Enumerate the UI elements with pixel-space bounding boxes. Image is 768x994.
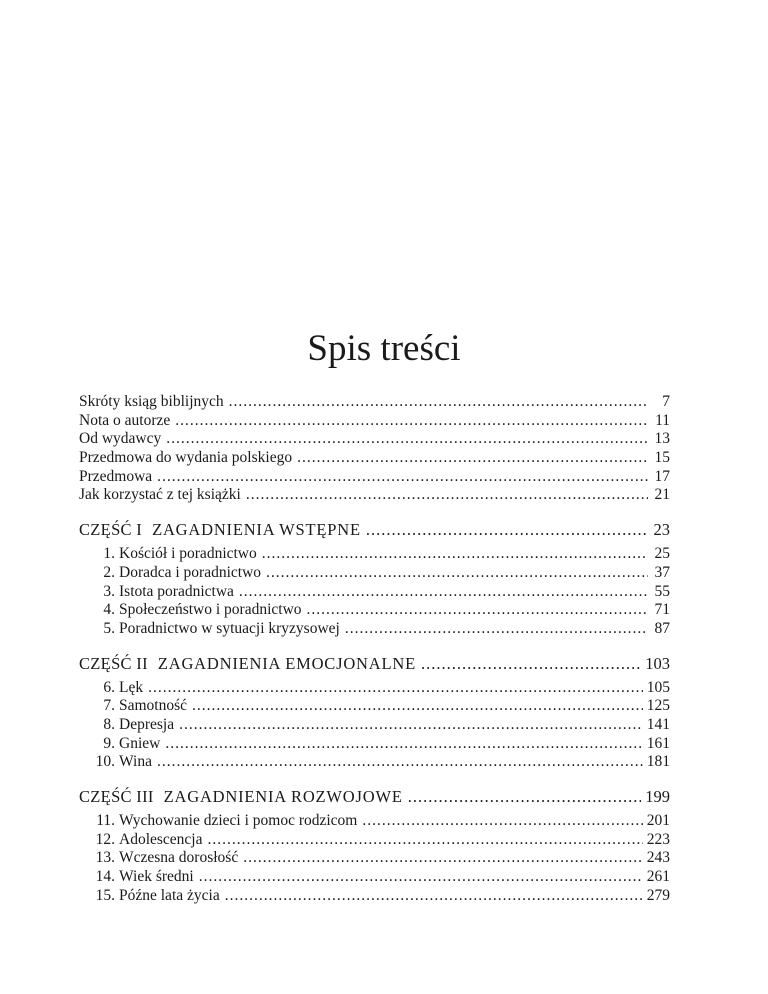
chapter-page: 201: [646, 812, 670, 829]
dot-leader: [229, 393, 648, 412]
chapter-entry[interactable]: [79, 753, 670, 772]
chapter-page: 141: [646, 715, 670, 733]
chapter-entry[interactable]: [79, 601, 670, 620]
part-heading[interactable]: [79, 654, 670, 674]
chapter-page: 243: [646, 849, 670, 867]
dot-leader: [239, 583, 648, 602]
dot-leader: [262, 545, 648, 564]
toc-entry[interactable]: [79, 430, 670, 449]
part-page: 199: [645, 787, 670, 806]
chapter-label: Wczesna dorosłość: [119, 849, 239, 867]
dot-leader: [421, 654, 641, 674]
dot-leader: [179, 716, 643, 735]
chapter-label: Doradca i poradnictwo: [119, 563, 262, 581]
chapter-label: Depresja: [119, 715, 175, 733]
chapter-entry[interactable]: [79, 716, 670, 735]
part-heading[interactable]: [79, 520, 670, 540]
dot-leader: [362, 812, 642, 831]
chapter-label: Kościół i poradnictwo: [119, 545, 257, 563]
toc-entry-page: 11: [655, 411, 670, 429]
chapter-label: Wina: [119, 753, 152, 771]
part-page: 103: [645, 653, 670, 673]
part-name: ZAGADNIENIA ROZWOJOWE: [163, 787, 403, 806]
chapter-number: 9.: [103, 734, 115, 752]
chapter-label: Poradnictwo w sytuacji kryzysowej: [119, 619, 340, 637]
toc-entry[interactable]: [79, 449, 670, 468]
part-number: CZĘŚĆ III: [79, 787, 154, 806]
chapter-page: 87: [654, 619, 670, 637]
chapter-label: Wychowanie dzieci i pomoc rodzicom: [119, 812, 358, 829]
toc-entry[interactable]: [79, 468, 670, 487]
chapter-entry[interactable]: [79, 583, 670, 602]
page-title: Spis treści: [307, 327, 461, 369]
chapter-page: 37: [654, 563, 670, 581]
dot-leader: [345, 620, 648, 639]
chapter-number: 13.: [95, 849, 115, 867]
chapter-number: 6.: [103, 678, 115, 696]
chapter-number: 4.: [103, 601, 115, 619]
chapter-entry[interactable]: [79, 735, 670, 754]
chapter-page: 279: [646, 886, 670, 904]
part-section: [79, 520, 670, 638]
toc-entry-page: 21: [654, 486, 670, 504]
chapter-entry[interactable]: [79, 868, 670, 887]
chapter-entry[interactable]: [79, 545, 670, 564]
chapter-page: 261: [646, 868, 670, 886]
chapter-entry[interactable]: [79, 831, 670, 850]
toc-entry-page: 7: [662, 393, 670, 410]
chapter-label: Lęk: [119, 678, 144, 696]
chapter-page: 161: [646, 734, 670, 752]
dot-leader: [243, 849, 643, 868]
toc-entry-label: Jak korzystać z tej książki: [79, 486, 241, 504]
dot-leader: [157, 468, 648, 487]
toc-entry-label: Przedmowa do wydania polskiego: [79, 449, 293, 467]
toc-entry[interactable]: [79, 486, 670, 505]
chapter-entry[interactable]: [79, 812, 670, 831]
chapter-page: 125: [646, 697, 670, 715]
part-name: ZAGADNIENIA WSTĘPNE: [152, 520, 361, 540]
chapter-number: 1.: [103, 545, 115, 563]
front-matter-list: [79, 393, 670, 505]
dot-leader: [266, 564, 648, 583]
chapter-page: 105: [646, 678, 670, 696]
toc-entry-label: Od wydawcy: [79, 430, 162, 448]
chapter-number: 5.: [103, 619, 115, 637]
chapter-page: 25: [654, 545, 670, 563]
dot-leader: [175, 412, 648, 431]
toc-entry-label: Przedmowa: [79, 467, 153, 485]
part-number: CZĘŚĆ II: [79, 653, 148, 673]
dot-leader: [408, 787, 642, 807]
part-section: [79, 654, 670, 772]
part-name: ZAGADNIENIA EMOCJONALNE: [157, 653, 416, 673]
dot-leader: [192, 697, 643, 716]
chapter-page: 55: [654, 582, 670, 600]
dot-leader: [199, 868, 643, 887]
chapter-page: 71: [654, 601, 670, 619]
chapter-number: 11.: [96, 812, 115, 829]
chapter-label: Późne lata życia: [119, 886, 220, 904]
part-number: CZĘŚĆ I: [79, 520, 143, 540]
toc-entry-page: 13: [654, 430, 670, 448]
chapter-label: Społeczeństwo i poradnictwo: [119, 601, 302, 619]
chapter-number: 14.: [95, 868, 115, 886]
dot-leader: [166, 430, 648, 449]
chapter-number: 15.: [95, 886, 115, 904]
chapter-page: 223: [646, 830, 670, 848]
dot-leader: [307, 601, 648, 620]
toc-entry-page: 17: [654, 467, 670, 485]
chapter-label: Istota poradnictwa: [119, 582, 234, 600]
chapter-entry[interactable]: [79, 564, 670, 583]
chapter-label: Samotność: [119, 697, 188, 715]
chapter-entry[interactable]: [79, 620, 670, 639]
chapter-number: 2.: [103, 563, 115, 581]
chapter-number: 12.: [95, 830, 115, 848]
toc-entry-label: Nota o autorze: [79, 411, 171, 429]
chapter-number: 3.: [103, 582, 115, 600]
dot-leader: [148, 679, 643, 698]
chapter-number: 7.: [103, 697, 115, 715]
dot-leader: [225, 887, 643, 906]
dot-leader: [165, 735, 642, 754]
chapter-number: 10.: [95, 753, 115, 771]
chapter-label: Gniew: [119, 734, 161, 752]
chapter-entry[interactable]: [79, 887, 670, 906]
chapter-label: Adolescencja: [119, 830, 203, 848]
toc-entry-label: Skróty ksiąg biblijnych: [79, 393, 224, 410]
part-heading[interactable]: [79, 787, 670, 807]
dot-leader: [366, 520, 648, 540]
dot-leader: [246, 486, 648, 505]
chapter-entry[interactable]: [79, 849, 670, 868]
dot-leader: [208, 831, 643, 850]
chapter-label: Wiek średni: [119, 868, 194, 886]
toc-entry-page: 15: [654, 449, 670, 467]
part-page: 23: [653, 520, 670, 540]
chapter-number: 8.: [103, 715, 115, 733]
chapter-entry[interactable]: [79, 679, 670, 698]
dot-leader: [157, 753, 643, 772]
chapter-entry[interactable]: [79, 697, 670, 716]
part-section: [79, 787, 670, 905]
toc-entry[interactable]: [79, 412, 670, 431]
table-of-contents: [79, 393, 670, 905]
toc-entry[interactable]: [79, 393, 670, 412]
dot-leader: [297, 449, 648, 468]
chapter-page: 181: [646, 753, 670, 771]
